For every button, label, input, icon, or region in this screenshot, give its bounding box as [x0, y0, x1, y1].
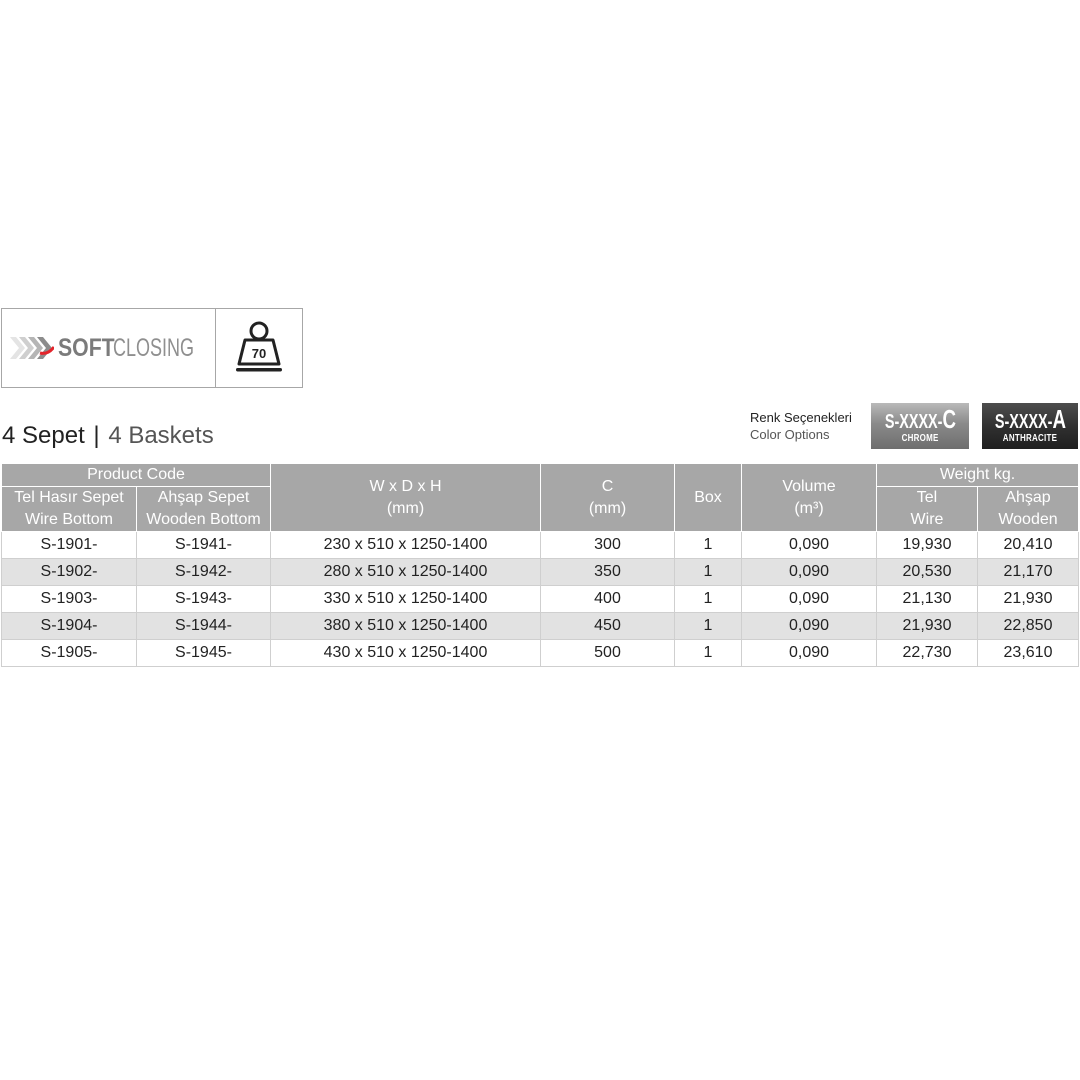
- header-weight-wire: Tel Wire: [877, 487, 978, 532]
- cell-volume: 0,090: [742, 559, 877, 586]
- anthracite-name: ANTHRACITE: [1002, 433, 1058, 444]
- soft-closing-logo: [2, 309, 216, 387]
- soft-closing-chevron-icon: [10, 333, 54, 363]
- header-wooden-bottom: Ahşap Sepet Wooden Bottom: [137, 487, 271, 532]
- cell-weight-wooden: 23,610: [978, 640, 1079, 667]
- color-swatch-anthracite: [982, 403, 1078, 449]
- header-dims: W x D x H (mm): [271, 464, 541, 532]
- table-row: [2, 559, 1079, 586]
- cell-weight-wooden: 21,930: [978, 586, 1079, 613]
- cell-weight-wire: 22,730: [877, 640, 978, 667]
- cell-wire-code: S-1901-: [2, 532, 137, 559]
- page-title: [2, 422, 214, 450]
- cell-wooden-code: S-1943-: [137, 586, 271, 613]
- chrome-code: S-XXXX-C: [884, 404, 956, 434]
- cell-wire-code: S-1905-: [2, 640, 137, 667]
- cell-dims: 380 x 510 x 1250-1400: [271, 613, 541, 640]
- cell-wire-code: S-1903-: [2, 586, 137, 613]
- color-options-label-tr: Renk Seçenekleri: [750, 410, 852, 425]
- cell-c: 400: [541, 586, 675, 613]
- cell-weight-wire: 21,930: [877, 613, 978, 640]
- cell-c: 350: [541, 559, 675, 586]
- soft-label: SOFT: [58, 333, 115, 362]
- cell-dims: 430 x 510 x 1250-1400: [271, 640, 541, 667]
- cell-weight-wooden: 21,170: [978, 559, 1079, 586]
- cell-weight-wire: 21,130: [877, 586, 978, 613]
- cell-volume: 0,090: [742, 640, 877, 667]
- color-swatch-chrome: [871, 403, 969, 449]
- cell-box: 1: [675, 532, 742, 559]
- header-weight: Weight kg.: [877, 464, 1079, 487]
- header-weight-wooden: Ahşap Wooden: [978, 487, 1079, 532]
- cell-weight-wire: 20,530: [877, 559, 978, 586]
- cell-weight-wooden: 20,410: [978, 532, 1079, 559]
- cell-wooden-code: S-1942-: [137, 559, 271, 586]
- table-row: [2, 586, 1079, 613]
- header-volume: Volume (m³): [742, 464, 877, 532]
- color-options-label-en: Color Options: [750, 427, 830, 442]
- spec-table: [1, 463, 1079, 667]
- header-product-code: Product Code: [2, 464, 271, 487]
- cell-box: 1: [675, 586, 742, 613]
- cell-wooden-code: S-1945-: [137, 640, 271, 667]
- cell-wire-code: S-1904-: [2, 613, 137, 640]
- chrome-name: CHROME: [901, 433, 939, 444]
- load-capacity-value: 70: [251, 346, 267, 361]
- cell-wire-code: S-1902-: [2, 559, 137, 586]
- cell-c: 300: [541, 532, 675, 559]
- closing-label: CLOSING: [112, 333, 194, 362]
- load-capacity: [216, 309, 302, 387]
- cell-wooden-code: S-1941-: [137, 532, 271, 559]
- cell-volume: 0,090: [742, 586, 877, 613]
- cell-c: 500: [541, 640, 675, 667]
- header-wire-bottom: Tel Hasır Sepet Wire Bottom: [2, 487, 137, 532]
- anthracite-code: S-XXXX-A: [994, 404, 1066, 434]
- header-box: Box: [675, 464, 742, 532]
- cell-dims: 230 x 510 x 1250-1400: [271, 532, 541, 559]
- weight-icon: [232, 320, 286, 376]
- cell-dims: 280 x 510 x 1250-1400: [271, 559, 541, 586]
- cell-volume: 0,090: [742, 532, 877, 559]
- feature-box: [1, 308, 303, 388]
- cell-box: 1: [675, 640, 742, 667]
- color-options-label: [750, 409, 852, 443]
- cell-weight-wooden: 22,850: [978, 613, 1079, 640]
- table-row: [2, 640, 1079, 667]
- cell-wooden-code: S-1944-: [137, 613, 271, 640]
- title-separator: |: [93, 422, 100, 449]
- table-row: [2, 613, 1079, 640]
- header-c: C (mm): [541, 464, 675, 532]
- title-en: 4 Baskets: [108, 422, 214, 449]
- cell-box: 1: [675, 613, 742, 640]
- cell-dims: 330 x 510 x 1250-1400: [271, 586, 541, 613]
- cell-c: 450: [541, 613, 675, 640]
- table-row: [2, 532, 1079, 559]
- title-tr: 4 Sepet: [2, 422, 85, 449]
- cell-box: 1: [675, 559, 742, 586]
- cell-volume: 0,090: [742, 613, 877, 640]
- cell-weight-wire: 19,930: [877, 532, 978, 559]
